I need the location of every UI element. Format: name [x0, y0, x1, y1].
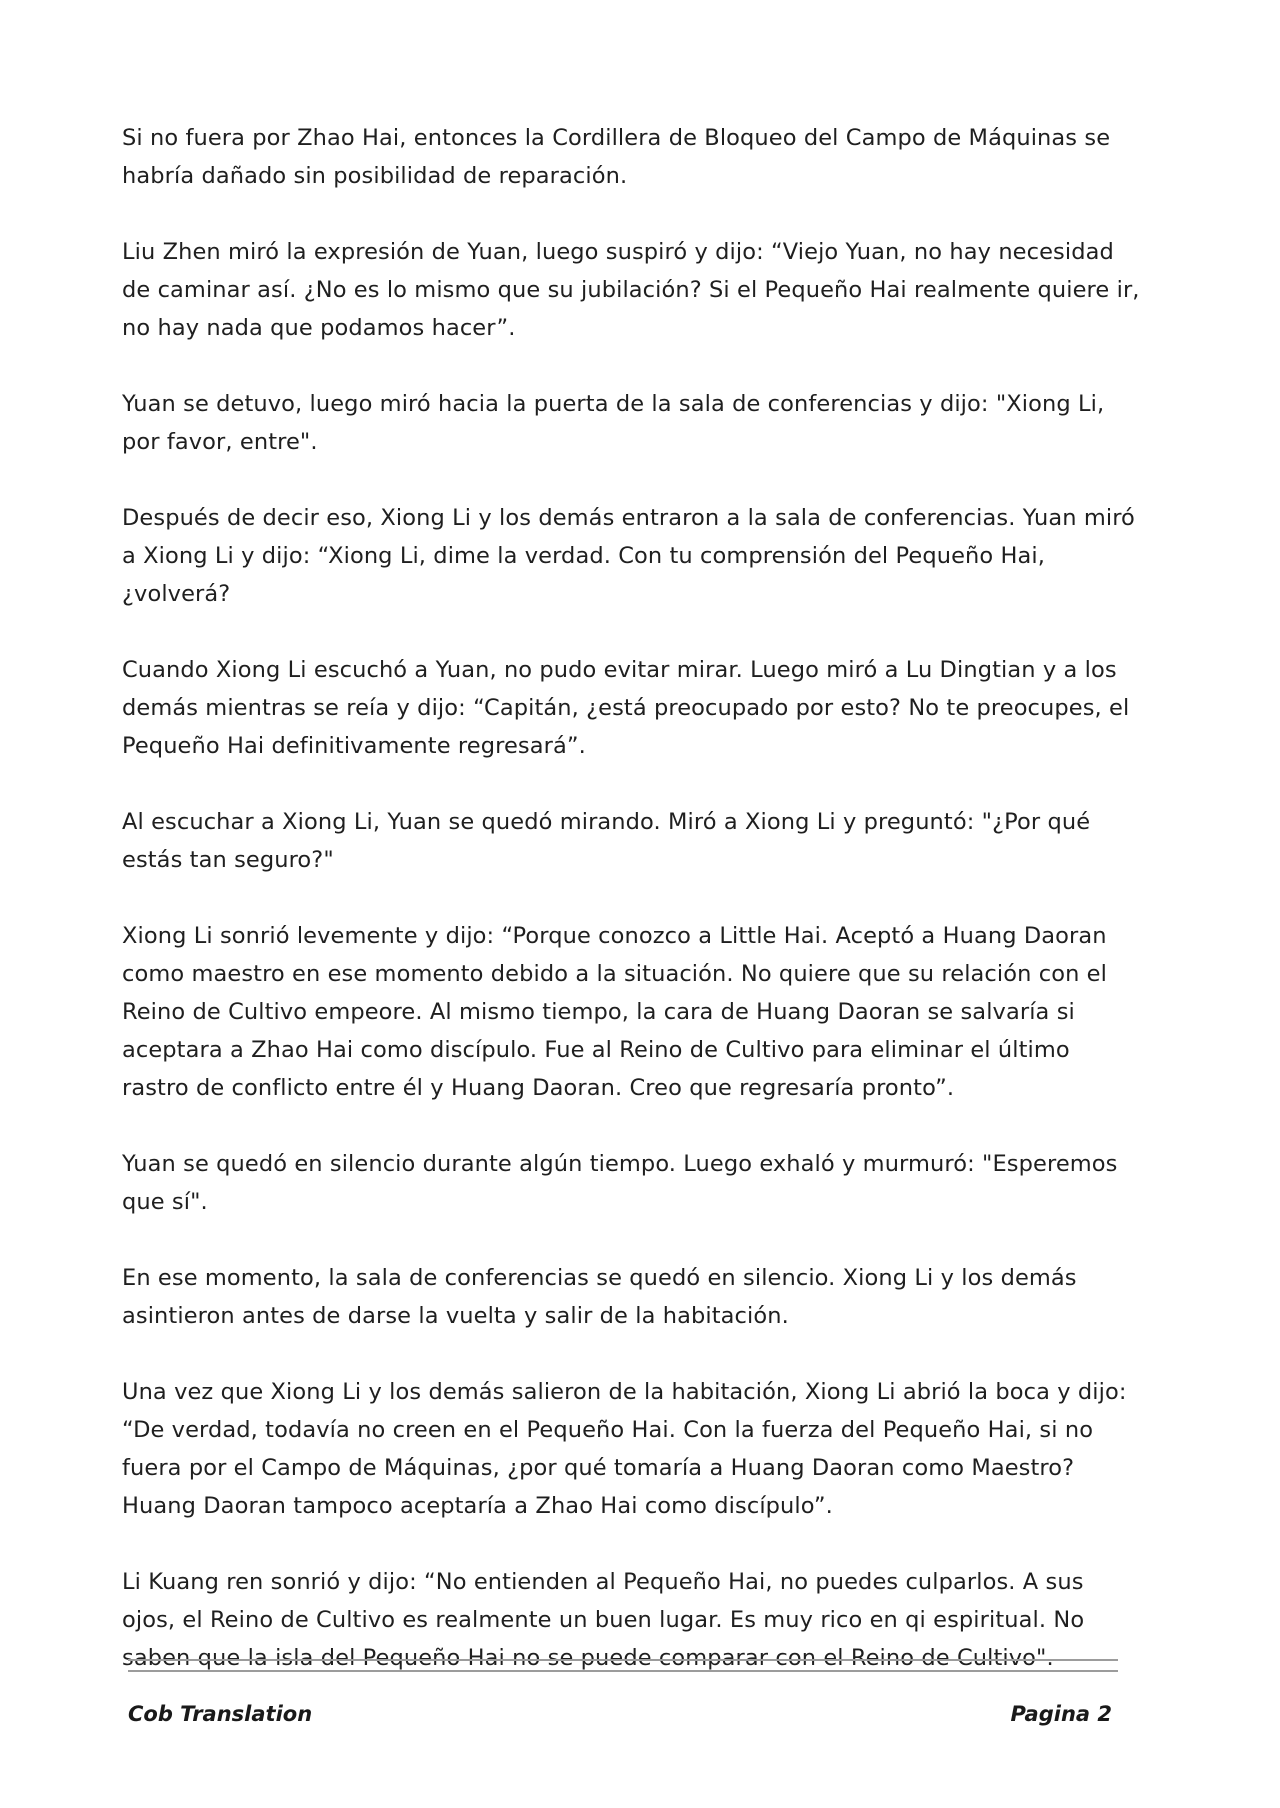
paragraph: Cuando Xiong Li escuchó a Yuan, no pudo evitar mirar. Luego miró a Lu Dingtian y a los demás mientras se reía y dijo: “Capitán, ¿está preocupado por esto? No te preocupes, el Pequeño Hai definitivamente regresará”. — [122, 657, 1130, 759]
paragraph: Una vez que Xiong Li y los demás salieron de la habitación, Xiong Li abrió la boca y dijo: “De verdad, todavía no creen en el Pequeño Hai. Con la fuerza del Pequeño Hai, si no fuera por el Campo de Máquinas, ¿por qué tomaría a Huang Daoran como Maestro? Huang Daoran tampoco aceptaría a Zhao Hai como discípulo”. — [122, 1379, 1127, 1519]
body-text — [122, 119, 1142, 1715]
paragraph: Si no fuera por Zhao Hai, entonces la Cordillera de Bloqueo del Campo de Máquinas se habría dañado sin posibilidad de reparación. — [122, 125, 1111, 189]
paragraph: Yuan se detuvo, luego miró hacia la puerta de la sala de conferencias y dijo: "Xiong Li, por favor, entre". — [122, 391, 1105, 455]
footer-divider-bottom — [128, 1670, 1118, 1672]
footer-publisher: Cob Translation — [128, 1702, 313, 1726]
footer-page-number: Pagina 2 — [1010, 1702, 1112, 1726]
footer-divider-top — [128, 1659, 1118, 1661]
paragraph: En ese momento, la sala de conferencias se quedó en silencio. Xiong Li y los demás asintieron antes de darse la vuelta y salir de la habitación. — [122, 1265, 1077, 1329]
paragraph: Después de decir eso, Xiong Li y los demás entraron a la sala de conferencias. Yuan miró a Xiong Li y dijo: “Xiong Li, dime la verdad. Con tu comprensión del Pequeño Hai, ¿volverá? — [122, 505, 1135, 607]
paragraph: Li Kuang ren sonrió y dijo: “No entienden al Pequeño Hai, no puedes culparlos. A sus ojos, el Reino de Cultivo es realmente un buen lugar. Es muy rico en qi espiritual. No saben que la isla del Pequeño Hai no se puede comparar con el Reino de Cultivo". — [122, 1569, 1085, 1671]
paragraph: Xiong Li sonrió levemente y dijo: “Porque conozco a Little Hai. Aceptó a Huang Daoran como maestro en ese momento debido a la situación. No quiere que su relación con el Reino de Cultivo empeore. Al mismo tiempo, la cara de Huang Daoran se salvaría si aceptara a Zhao Hai como discípulo. Fue al Reino de Cultivo para eliminar el último rastro de conflicto entre él y Huang Daoran. Creo que regresaría pronto”. — [122, 923, 1107, 1101]
paragraph: Yuan se quedó en silencio durante algún tiempo. Luego exhaló y murmuró: "Esperemos que sí". — [122, 1151, 1118, 1215]
paragraph: Al escuchar a Xiong Li, Yuan se quedó mirando. Miró a Xiong Li y preguntó: "¿Por qué estás tan seguro?" — [122, 809, 1091, 873]
paragraph: Liu Zhen miró la expresión de Yuan, luego suspiró y dijo: “Viejo Yuan, no hay necesidad de caminar así. ¿No es lo mismo que su jubilación? Si el Pequeño Hai realmente quiere ir, no hay nada que podamos hacer”. — [122, 239, 1140, 341]
